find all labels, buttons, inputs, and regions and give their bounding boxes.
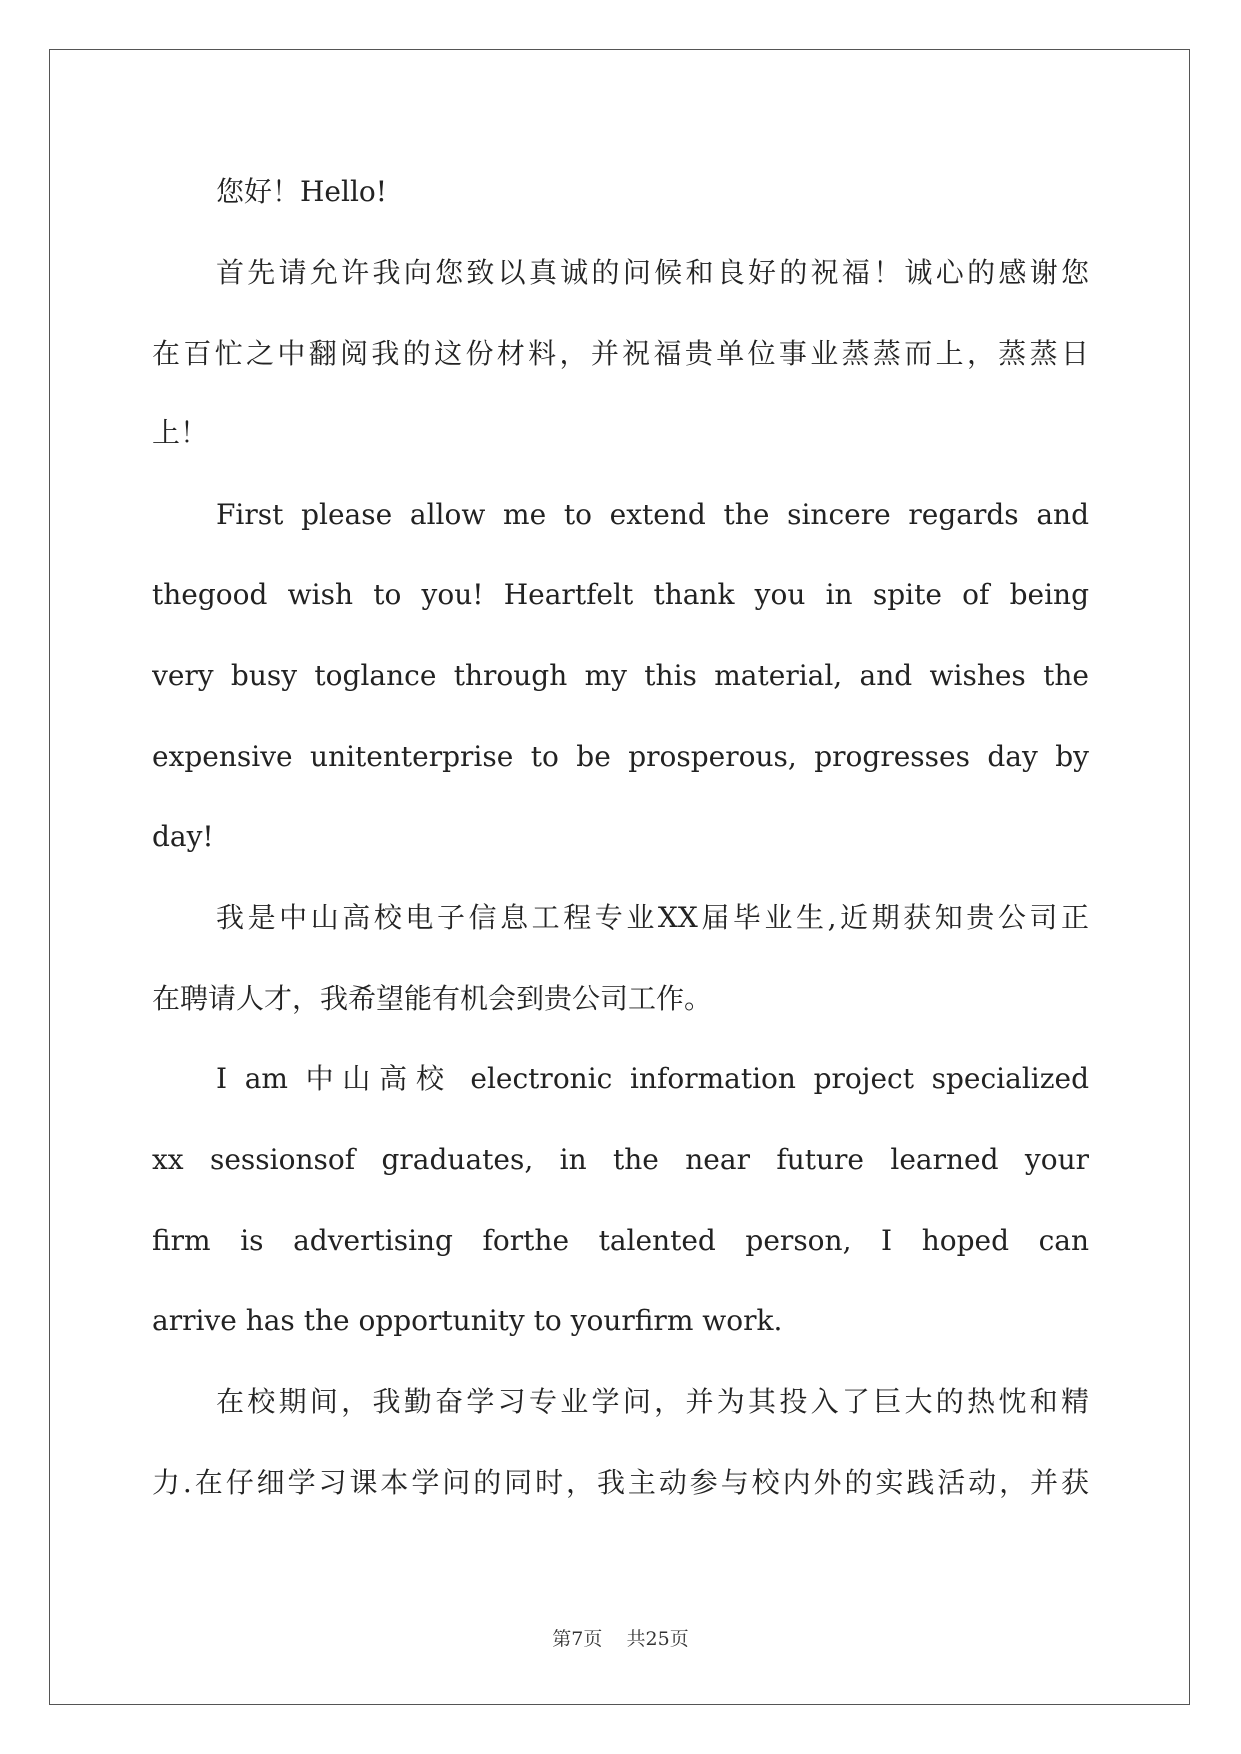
paragraph-line: day! — [152, 820, 214, 853]
page-number: 第7页 — [552, 1628, 603, 1650]
paragraph-line: 力.在仔细学习课本学问的同时，我主动参与校内外的实践活动，并获 — [152, 1466, 1089, 1499]
paragraph-line: 在聘请人才，我希望能有机会到贵公司工作。 — [152, 982, 713, 1015]
paragraph-line: expensive unitenterprise to be prosperous, progresses day by — [152, 740, 1089, 773]
paragraph-line: 上！ — [152, 416, 209, 449]
page-footer — [0, 1624, 1241, 1654]
paragraph-line: 在百忙之中翻阅我的这份材料，并祝福贵单位事业蒸蒸而上，蒸蒸日 — [152, 337, 1089, 370]
paragraph-line: 我是中山高校电子信息工程专业XX届毕业生,近期获知贵公司正 — [216, 901, 1089, 934]
paragraph-line: 首先请允许我向您致以真诚的问候和良好的祝福！诚心的感谢您 — [216, 256, 1089, 289]
paragraph-line: very busy toglance through my this material, and wishes the — [152, 659, 1089, 692]
paragraph-line: I am 中山高校 electronic information project specialized — [216, 1062, 1089, 1095]
paragraph-line: arrive has the opportunity to yourfirm work. — [152, 1304, 783, 1337]
page-border — [49, 49, 1190, 1705]
paragraph-line: xx sessionsof graduates, in the near future learned your — [152, 1143, 1089, 1176]
greeting-line: 您好！Hello! — [216, 175, 388, 208]
paragraph-line: 在校期间，我勤奋学习专业学问，并为其投入了巨大的热忱和精 — [216, 1385, 1089, 1418]
paragraph-line: First please allow me to extend the sincere regards and — [216, 498, 1089, 531]
paragraph-line: firm is advertising forthe talented person, I hoped can — [152, 1224, 1089, 1257]
paragraph-line: thegood wish to you! Heartfelt thank you in spite of being — [152, 578, 1089, 611]
page-total: 共25页 — [626, 1628, 689, 1650]
